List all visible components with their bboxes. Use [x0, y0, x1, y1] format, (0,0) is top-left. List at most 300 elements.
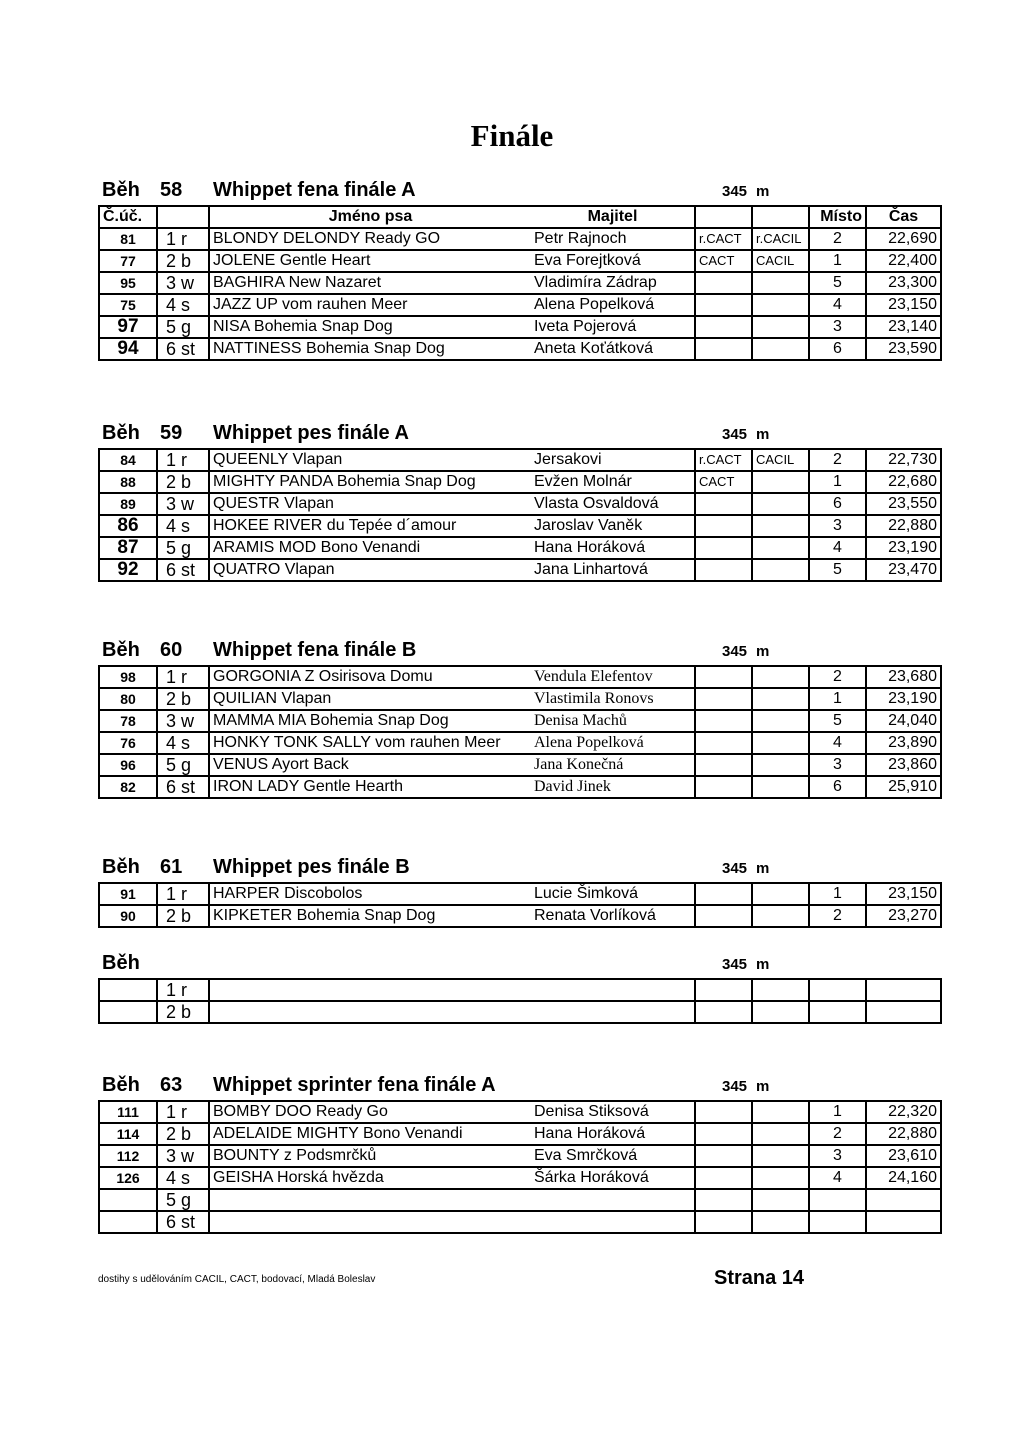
title-cact-cell [695, 905, 752, 927]
catalog-number-cell: 90 [99, 905, 157, 927]
race-distance: 345 [722, 956, 748, 973]
time-cell: 25,910 [866, 776, 941, 798]
table-row [99, 228, 941, 250]
owner-cell: Eva Smrčková [531, 1145, 695, 1167]
place-cell [809, 1189, 866, 1211]
table-row [99, 1211, 941, 1233]
time-cell: 23,270 [866, 905, 941, 927]
owner-cell: Jana Konečná [531, 754, 695, 776]
catalog-number-cell: 88 [99, 471, 157, 493]
title-cacil-cell [752, 294, 809, 316]
table-row [99, 979, 941, 1001]
start-position-cell: 1 r [157, 228, 209, 250]
start-position-cell: 2 b [157, 250, 209, 272]
owner-cell: Alena Popelková [531, 294, 695, 316]
dog-name-cell: JAZZ UP vom rauhen Meer [209, 294, 531, 316]
table-row [99, 1001, 941, 1023]
time-cell: 22,880 [866, 1123, 941, 1145]
table-row [99, 316, 941, 338]
title-cact-cell [695, 1101, 752, 1123]
catalog-number-cell: 78 [99, 710, 157, 732]
title-cacil-cell [752, 493, 809, 515]
catalog-number-cell [99, 1189, 157, 1211]
title-cact-cell [695, 1123, 752, 1145]
dog-name-cell [209, 1189, 531, 1211]
time-cell: 23,470 [866, 559, 941, 581]
title-cacil-cell [752, 688, 809, 710]
dog-name-cell: VENUS Ayort Back [209, 754, 531, 776]
time-cell: 23,890 [866, 732, 941, 754]
dog-name-cell: ADELAIDE MIGHTY Bono Venandi [209, 1123, 531, 1145]
place-cell: 6 [809, 338, 866, 360]
place-cell: 3 [809, 515, 866, 537]
title-cact-cell [695, 1001, 752, 1023]
owner-cell: Evžen Molnár [531, 471, 695, 493]
table-row [99, 1101, 941, 1123]
dog-name-cell: QUATRO Vlapan [209, 559, 531, 581]
place-cell: 5 [809, 272, 866, 294]
results-table [98, 978, 942, 1024]
start-position-cell: 6 st [157, 776, 209, 798]
catalog-number-cell: 91 [99, 883, 157, 905]
start-position-cell: 6 st [157, 559, 209, 581]
owner-cell: Jana Linhartová [531, 559, 695, 581]
title-cacil-cell [752, 515, 809, 537]
race-distance: 345 [722, 860, 748, 877]
column-header-dog: Jméno psa [209, 206, 531, 228]
catalog-number-cell: 82 [99, 776, 157, 798]
owner-cell: Vendula Elefentov [531, 666, 695, 688]
race-distance-unit: m [756, 956, 770, 973]
catalog-number-cell: 97 [99, 316, 157, 338]
dog-name-cell: HARPER Discobolos [209, 883, 531, 905]
column-header-cn: Č.úč. [99, 206, 157, 228]
race-distance-unit: m [756, 426, 770, 443]
title-cact-cell: r.CACT [695, 449, 752, 471]
catalog-number-cell: 98 [99, 666, 157, 688]
table-row [99, 250, 941, 272]
owner-cell: Denisa Stiksová [531, 1101, 695, 1123]
place-cell: 4 [809, 294, 866, 316]
race-label: Běh [102, 1074, 140, 1096]
dog-name-cell: GEISHA Horská hvězda [209, 1167, 531, 1189]
title-cacil-cell: CACIL [752, 449, 809, 471]
catalog-number-cell [99, 1211, 157, 1233]
race-label: Běh [102, 179, 140, 201]
title-cact-cell [695, 979, 752, 1001]
race-block [98, 637, 940, 799]
start-position-cell: 2 b [157, 471, 209, 493]
title-cact-cell [695, 754, 752, 776]
race-distance: 345 [722, 183, 748, 200]
start-position-cell: 4 s [157, 294, 209, 316]
table-row [99, 754, 941, 776]
owner-cell: Aneta Koťátková [531, 338, 695, 360]
table-row [99, 883, 941, 905]
race-header [98, 177, 940, 205]
catalog-number-cell: 80 [99, 688, 157, 710]
catalog-number-cell: 81 [99, 228, 157, 250]
owner-cell: Denisa Machů [531, 710, 695, 732]
dog-name-cell: HOKEE RIVER du Tepée d´amour [209, 515, 531, 537]
start-position-cell: 1 r [157, 979, 209, 1001]
time-cell: 23,140 [866, 316, 941, 338]
column-header-owner: Majitel [531, 206, 695, 228]
place-cell: 4 [809, 537, 866, 559]
column-header-time: Čas [866, 206, 941, 228]
owner-cell [531, 979, 695, 1001]
catalog-number-cell: 76 [99, 732, 157, 754]
title-cacil-cell [752, 905, 809, 927]
dog-name-cell: BAGHIRA New Nazaret [209, 272, 531, 294]
place-cell: 2 [809, 228, 866, 250]
table-row [99, 1167, 941, 1189]
time-cell: 23,190 [866, 537, 941, 559]
table-row [99, 272, 941, 294]
race-header [98, 1072, 940, 1100]
start-position-cell: 3 w [157, 493, 209, 515]
title-cact-cell [695, 338, 752, 360]
time-cell: 22,320 [866, 1101, 941, 1123]
owner-cell: David Jinek [531, 776, 695, 798]
title-cacil-cell [752, 537, 809, 559]
table-row [99, 1123, 941, 1145]
place-cell: 1 [809, 883, 866, 905]
race-number: 58 [160, 179, 183, 201]
title-cact-cell [695, 1211, 752, 1233]
title-cacil-cell [752, 1167, 809, 1189]
title-cacil-cell [752, 883, 809, 905]
column-header-place: Místo [809, 206, 866, 228]
table-row [99, 493, 941, 515]
time-cell: 24,160 [866, 1167, 941, 1189]
title-cact-cell [695, 1167, 752, 1189]
column-header-blank [752, 206, 809, 228]
time-cell: 22,730 [866, 449, 941, 471]
race-name: Whippet fena finále A [213, 179, 416, 201]
dog-name-cell: KIPKETER Bohemia Snap Dog [209, 905, 531, 927]
title-cacil-cell [752, 1189, 809, 1211]
title-cact-cell [695, 294, 752, 316]
results-table [98, 1100, 942, 1234]
title-cacil-cell [752, 1145, 809, 1167]
time-cell [866, 1211, 941, 1233]
catalog-number-cell: 86 [99, 515, 157, 537]
race-distance-unit: m [756, 643, 770, 660]
title-cact-cell [695, 732, 752, 754]
results-table [98, 665, 942, 799]
owner-cell: Iveta Pojerová [531, 316, 695, 338]
start-position-cell: 1 r [157, 1101, 209, 1123]
race-distance-unit: m [756, 860, 770, 877]
title-cacil-cell [752, 316, 809, 338]
catalog-number-cell: 89 [99, 493, 157, 515]
title-cacil-cell [752, 1211, 809, 1233]
dog-name-cell: MAMMA MIA Bohemia Snap Dog [209, 710, 531, 732]
start-position-cell: 3 w [157, 710, 209, 732]
time-cell: 24,040 [866, 710, 941, 732]
owner-cell: Petr Rajnoch [531, 228, 695, 250]
place-cell: 6 [809, 493, 866, 515]
title-cact-cell [695, 537, 752, 559]
title-cact-cell [695, 883, 752, 905]
race-distance: 345 [722, 1078, 748, 1095]
place-cell [809, 1001, 866, 1023]
start-position-cell: 5 g [157, 537, 209, 559]
time-cell: 22,880 [866, 515, 941, 537]
column-header-blank [157, 206, 209, 228]
start-position-cell: 3 w [157, 272, 209, 294]
title-cact-cell: CACT [695, 471, 752, 493]
race-number: 61 [160, 856, 183, 878]
catalog-number-cell: 77 [99, 250, 157, 272]
place-cell: 2 [809, 905, 866, 927]
dog-name-cell: MIGHTY PANDA Bohemia Snap Dog [209, 471, 531, 493]
dog-name-cell: BOUNTY z Podsmrčků [209, 1145, 531, 1167]
catalog-number-cell: 95 [99, 272, 157, 294]
dog-name-cell: QUILIAN Vlapan [209, 688, 531, 710]
race-block [98, 420, 940, 582]
title-cact-cell [695, 688, 752, 710]
results-table [98, 448, 942, 582]
race-number: 63 [160, 1074, 183, 1096]
title-cact-cell [695, 710, 752, 732]
dog-name-cell: BOMBY DOO Ready Go [209, 1101, 531, 1123]
title-cacil-cell [752, 732, 809, 754]
dog-name-cell: BLONDY DELONDY Ready GO [209, 228, 531, 250]
owner-cell: Jaroslav Vaněk [531, 515, 695, 537]
race-name: Whippet pes finále A [213, 422, 409, 444]
place-cell [809, 979, 866, 1001]
dog-name-cell: GORGONIA Z Osirisova Domu [209, 666, 531, 688]
catalog-number-cell: 96 [99, 754, 157, 776]
title-cacil-cell: CACIL [752, 250, 809, 272]
time-cell: 23,590 [866, 338, 941, 360]
race-distance-unit: m [756, 1078, 770, 1095]
title-cacil-cell [752, 1101, 809, 1123]
start-position-cell: 4 s [157, 515, 209, 537]
place-cell: 3 [809, 316, 866, 338]
race-header [98, 950, 940, 978]
results-table [98, 205, 942, 361]
race-name: Whippet fena finále B [213, 639, 417, 661]
owner-cell: Renata Vorlíková [531, 905, 695, 927]
title-cact-cell [695, 1189, 752, 1211]
table-row [99, 537, 941, 559]
title-cacil-cell [752, 710, 809, 732]
race-number: 60 [160, 639, 183, 661]
title-cact-cell [695, 776, 752, 798]
start-position-cell: 1 r [157, 666, 209, 688]
place-cell: 6 [809, 776, 866, 798]
time-cell: 23,150 [866, 294, 941, 316]
race-name: Whippet sprinter fena finále A [213, 1074, 496, 1096]
title-cact-cell: r.CACT [695, 228, 752, 250]
column-header-blank [695, 206, 752, 228]
table-row [99, 710, 941, 732]
catalog-number-cell: 114 [99, 1123, 157, 1145]
owner-cell: Alena Popelková [531, 732, 695, 754]
start-position-cell: 6 st [157, 1211, 209, 1233]
table-row [99, 666, 941, 688]
catalog-number-cell: 92 [99, 559, 157, 581]
title-cact-cell [695, 493, 752, 515]
race-block [98, 1072, 940, 1234]
table-row [99, 1189, 941, 1211]
owner-cell [531, 1211, 695, 1233]
time-cell: 22,400 [866, 250, 941, 272]
time-cell: 23,300 [866, 272, 941, 294]
place-cell: 4 [809, 732, 866, 754]
start-position-cell: 2 b [157, 1001, 209, 1023]
table-row [99, 515, 941, 537]
page-title: Finále [470, 118, 554, 153]
owner-cell: Šárka Horáková [531, 1167, 695, 1189]
table-row [99, 1145, 941, 1167]
results-table [98, 882, 942, 928]
race-distance: 345 [722, 426, 748, 443]
table-row [99, 905, 941, 927]
owner-cell: Vlastimila Ronovs [531, 688, 695, 710]
dog-name-cell: JOLENE Gentle Heart [209, 250, 531, 272]
title-cacil-cell [752, 272, 809, 294]
catalog-number-cell: 126 [99, 1167, 157, 1189]
catalog-number-cell: 112 [99, 1145, 157, 1167]
owner-cell [531, 1189, 695, 1211]
race-distance-unit: m [756, 183, 770, 200]
catalog-number-cell: 87 [99, 537, 157, 559]
owner-cell: Eva Forejtková [531, 250, 695, 272]
race-name: Whippet pes finále B [213, 856, 410, 878]
title-cacil-cell [752, 776, 809, 798]
start-position-cell: 2 b [157, 1123, 209, 1145]
time-cell [866, 1189, 941, 1211]
table-row [99, 471, 941, 493]
time-cell: 23,150 [866, 883, 941, 905]
title-cacil-cell: r.CACIL [752, 228, 809, 250]
catalog-number-cell [99, 1001, 157, 1023]
footer-note: dostihy s udělováním CACIL, CACT, bodovací, Mladá Boleslav [98, 1274, 376, 1285]
place-cell: 5 [809, 559, 866, 581]
title-cact-cell [695, 559, 752, 581]
time-cell: 23,610 [866, 1145, 941, 1167]
catalog-number-cell: 94 [99, 338, 157, 360]
owner-cell: Hana Horáková [531, 537, 695, 559]
race-label: Běh [102, 952, 140, 974]
dog-name-cell: QUESTR Vlapan [209, 493, 531, 515]
title-cact-cell [695, 515, 752, 537]
title-cact-cell: CACT [695, 250, 752, 272]
time-cell: 23,190 [866, 688, 941, 710]
place-cell: 1 [809, 1101, 866, 1123]
dog-name-cell [209, 979, 531, 1001]
race-block [98, 177, 940, 361]
catalog-number-cell: 111 [99, 1101, 157, 1123]
title-cacil-cell [752, 471, 809, 493]
table-header-row [99, 206, 941, 228]
race-header [98, 854, 940, 882]
dog-name-cell: NATTINESS Bohemia Snap Dog [209, 338, 531, 360]
page-number: Strana 14 [714, 1267, 805, 1289]
time-cell: 22,690 [866, 228, 941, 250]
start-position-cell: 3 w [157, 1145, 209, 1167]
dog-name-cell: HONKY TONK SALLY vom rauhen Meer [209, 732, 531, 754]
catalog-number-cell [99, 979, 157, 1001]
table-row [99, 776, 941, 798]
owner-cell [531, 1001, 695, 1023]
race-header [98, 420, 940, 448]
title-cacil-cell [752, 559, 809, 581]
time-cell [866, 1001, 941, 1023]
owner-cell: Jersakovi [531, 449, 695, 471]
start-position-cell: 5 g [157, 316, 209, 338]
race-header [98, 637, 940, 665]
dog-name-cell [209, 1211, 531, 1233]
start-position-cell: 6 st [157, 338, 209, 360]
race-distance: 345 [722, 643, 748, 660]
race-label: Běh [102, 639, 140, 661]
title-cacil-cell [752, 1001, 809, 1023]
time-cell: 22,680 [866, 471, 941, 493]
place-cell: 1 [809, 688, 866, 710]
start-position-cell: 2 b [157, 688, 209, 710]
table-row [99, 449, 941, 471]
start-position-cell: 1 r [157, 883, 209, 905]
title-cacil-cell [752, 754, 809, 776]
start-position-cell: 5 g [157, 754, 209, 776]
title-cacil-cell [752, 666, 809, 688]
table-row [99, 338, 941, 360]
title-cact-cell [695, 666, 752, 688]
time-cell: 23,550 [866, 493, 941, 515]
start-position-cell: 4 s [157, 1167, 209, 1189]
race-number: 59 [160, 422, 183, 444]
table-row [99, 688, 941, 710]
place-cell: 2 [809, 449, 866, 471]
dog-name-cell: NISA Bohemia Snap Dog [209, 316, 531, 338]
owner-cell: Lucie Šimková [531, 883, 695, 905]
start-position-cell: 5 g [157, 1189, 209, 1211]
place-cell: 3 [809, 1145, 866, 1167]
time-cell: 23,860 [866, 754, 941, 776]
place-cell: 2 [809, 666, 866, 688]
title-cact-cell [695, 272, 752, 294]
title-cacil-cell [752, 979, 809, 1001]
start-position-cell: 4 s [157, 732, 209, 754]
start-position-cell: 2 b [157, 905, 209, 927]
place-cell: 3 [809, 754, 866, 776]
time-cell: 23,680 [866, 666, 941, 688]
owner-cell: Vladimíra Zádrap [531, 272, 695, 294]
start-position-cell: 1 r [157, 449, 209, 471]
catalog-number-cell: 75 [99, 294, 157, 316]
title-cact-cell [695, 316, 752, 338]
time-cell [866, 979, 941, 1001]
place-cell: 1 [809, 250, 866, 272]
owner-cell: Vlasta Osvaldová [531, 493, 695, 515]
owner-cell: Hana Horáková [531, 1123, 695, 1145]
table-row [99, 732, 941, 754]
title-cacil-cell [752, 1123, 809, 1145]
place-cell: 5 [809, 710, 866, 732]
place-cell: 2 [809, 1123, 866, 1145]
race-block [98, 854, 940, 928]
dog-name-cell: IRON LADY Gentle Hearth [209, 776, 531, 798]
title-cacil-cell [752, 338, 809, 360]
race-label: Běh [102, 856, 140, 878]
table-row [99, 294, 941, 316]
place-cell [809, 1211, 866, 1233]
